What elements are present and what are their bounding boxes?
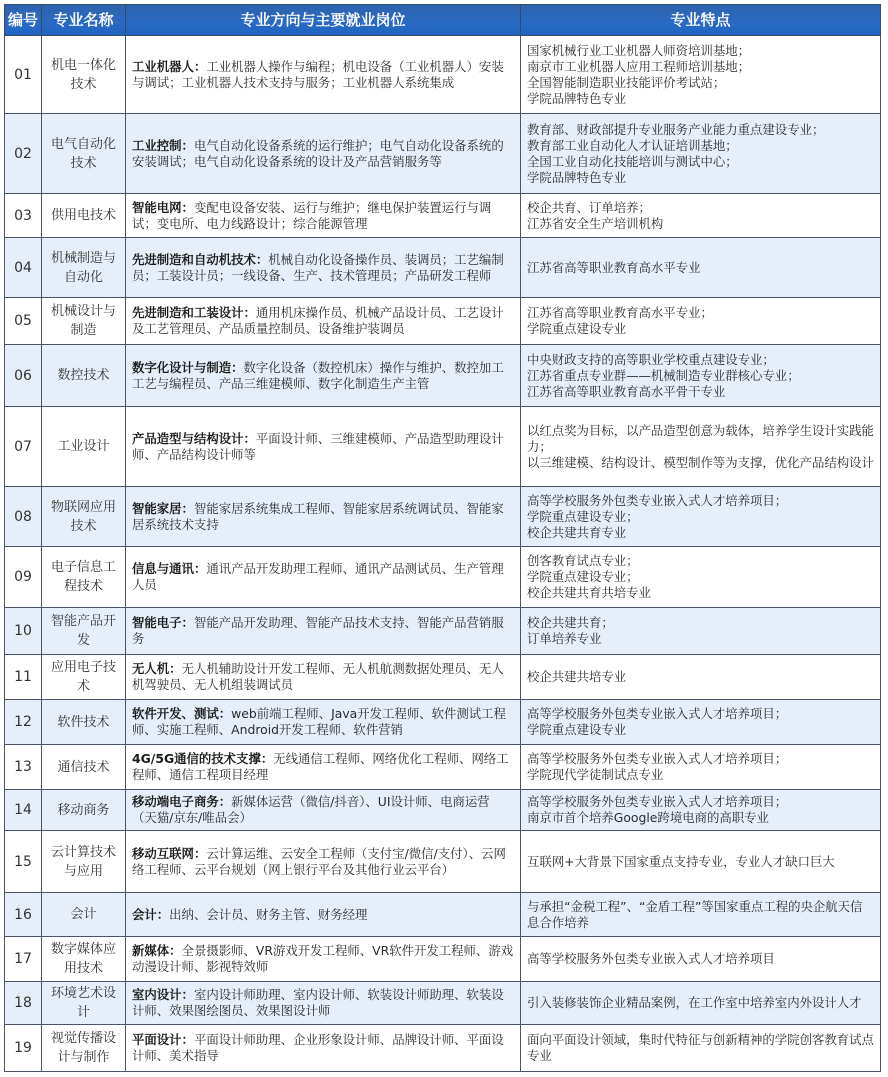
direction-cell — [126, 238, 521, 298]
feature-line: 南京市首个培养Google跨境电商的高职专业 — [527, 810, 769, 825]
direction-text: 机械自动化设备操作员、装调员；工艺编制员；工装设计员；一线设备、生产、技术管理员；产品研发工程师 — [132, 251, 504, 283]
major-name: 通信技术 — [42, 745, 126, 790]
features-cell — [521, 831, 881, 893]
feature-line: 国家机械行业工业机器人师资培训基地； — [527, 42, 751, 58]
feature-line: 面向平面设计领域，集时代特征与创新精神的学院创客教育试点专业 — [527, 1032, 874, 1063]
major-name: 视觉传播设计与制作 — [42, 1025, 126, 1072]
features-cell — [521, 790, 881, 831]
direction-text: 通用机床操作员、机械产品设计员、工艺设计及工艺管理员、产品质量控制员、设备维护装调员 — [132, 305, 504, 336]
features-cell — [521, 700, 881, 745]
feature-line: 校企共建共育； — [527, 615, 614, 630]
table-row — [5, 487, 881, 547]
feature-line: 江苏省重点专业群——机械制造专业群核心专业； — [527, 367, 800, 383]
direction-text: 平面设计师、三维建模师、产品造型助理设计师、产品结构设计师等 — [132, 430, 504, 462]
table-row — [5, 893, 881, 937]
direction-text: 全景摄影师、VR游戏开发工程师、VR软件开发工程师、游戏动漫设计师、影视特效师 — [132, 943, 514, 974]
direction-lead: 移动互联网： — [132, 845, 207, 861]
row-number: 12 — [5, 700, 42, 745]
direction-lead: 智能电网： — [132, 199, 194, 215]
table-row — [5, 194, 881, 238]
features-cell — [521, 547, 881, 608]
features-cell — [521, 893, 881, 937]
feature-line: 订单培养专业 — [527, 631, 602, 646]
feature-line: 引入装修装饰企业精品案例，在工作室中培养室内外设计人才 — [527, 995, 862, 1010]
feature-line: 互联网+大背景下国家重点支持专业，专业人才缺口巨大 — [527, 853, 835, 869]
feature-line: 高等学校服务外包类专业嵌入式人才培养项目； — [527, 794, 788, 809]
table-row — [5, 407, 881, 487]
direction-text: 室内设计师助理、室内设计师、软装设计师助理、软装设计师、效果图绘图员、效果图设计师 — [132, 987, 504, 1018]
row-number: 04 — [5, 238, 42, 298]
direction-text: 工业机器人操作与编程；机电设备（工业机器人）安装与调试；工业机器人技术支持与服务；工业机器人系统集成 — [132, 58, 504, 90]
direction-lead: 智能家居： — [132, 500, 194, 516]
feature-line: 与承担“金税工程”、“金盾工程”等国家重点工程的央企航天信息合作培养 — [527, 898, 863, 930]
direction-lead: 无人机： — [132, 661, 182, 676]
feature-line: 高等学校服务外包类专业嵌入式人才培养项目 — [527, 951, 775, 966]
majors-table — [4, 4, 881, 1072]
row-number: 10 — [5, 608, 42, 655]
feature-line: 教育部工业自动化人才认证培训基地； — [527, 137, 738, 153]
header-no: 编号 — [5, 5, 42, 36]
direction-cell — [126, 298, 521, 345]
features-cell — [521, 1025, 881, 1072]
direction-cell — [126, 831, 521, 893]
major-name: 环境艺术设计 — [42, 982, 126, 1025]
row-number: 06 — [5, 345, 42, 407]
direction-cell — [126, 982, 521, 1025]
feature-line: 全国工业自动化技能培训与测试中心； — [527, 153, 738, 169]
direction-cell — [126, 547, 521, 608]
major-name: 数字媒体应用技术 — [42, 937, 126, 982]
direction-text: 智能产品开发助理、智能产品技术支持、智能产品营销服务 — [132, 615, 504, 646]
feature-line: 校企共育、订单培养； — [527, 199, 651, 215]
feature-line: 高等学校服务外包类专业嵌入式人才培养项目； — [527, 492, 788, 508]
features-cell — [521, 36, 881, 114]
row-number: 18 — [5, 982, 42, 1025]
major-name: 电子信息工程技术 — [42, 547, 126, 608]
features-cell — [521, 194, 881, 238]
features-cell — [521, 238, 881, 298]
direction-cell — [126, 345, 521, 407]
direction-text: 云计算运维、云安全工程师（支付宝/微信/支付）、云网络工程师、云平台规划（网上银行平台及其他行业云平台） — [132, 845, 506, 877]
features-cell — [521, 608, 881, 655]
direction-cell — [126, 487, 521, 547]
direction-text: 出纳、会计员、财务主管、财务经理 — [169, 906, 368, 922]
table-row — [5, 745, 881, 790]
table-row — [5, 1025, 881, 1072]
major-name: 物联网应用技术 — [42, 487, 126, 547]
major-name: 电气自动化技术 — [42, 114, 126, 194]
major-name: 会计 — [42, 893, 126, 937]
major-name: 机械设计与制造 — [42, 298, 126, 345]
direction-text: 智能家居系统集成工程师、智能家居系统调试员、智能家居系统技术支持 — [132, 500, 504, 532]
table-row — [5, 831, 881, 893]
major-name: 机电一体化技术 — [42, 36, 126, 114]
row-number: 01 — [5, 36, 42, 114]
header-name: 专业名称 — [42, 5, 126, 36]
table-row — [5, 345, 881, 407]
direction-lead: 工业机器人： — [132, 58, 207, 74]
direction-lead: 室内设计： — [132, 987, 194, 1002]
direction-text: 平面设计师助理、企业形象设计师、品牌设计师、平面设计师、美术指导 — [132, 1032, 504, 1063]
features-cell — [521, 937, 881, 982]
direction-text: 变配电设备安装、运行与维护；继电保护装置运行与调试；变电所、电力线路设计；综合能源管理 — [132, 199, 492, 231]
feature-line: 学院重点建设专业； — [527, 508, 639, 524]
major-name: 云计算技术与应用 — [42, 831, 126, 893]
features-cell — [521, 655, 881, 700]
direction-cell — [126, 36, 521, 114]
row-number: 15 — [5, 831, 42, 893]
feature-line: 全国智能制造职业技能评价考试站； — [527, 74, 726, 90]
header-direction: 专业方向与主要就业岗位 — [126, 5, 521, 36]
row-number: 09 — [5, 547, 42, 608]
direction-cell — [126, 790, 521, 831]
major-name: 智能产品开发 — [42, 608, 126, 655]
major-name: 应用电子技术 — [42, 655, 126, 700]
direction-cell — [126, 194, 521, 238]
direction-lead: 软件开发、测试： — [132, 706, 232, 721]
major-name: 供用电技术 — [42, 194, 126, 238]
row-number: 08 — [5, 487, 42, 547]
table-row — [5, 238, 881, 298]
direction-text: 无线通信工程师、网络优化工程师、网络工程师、通信工程项目经理 — [132, 751, 509, 782]
direction-lead: 平面设计： — [132, 1032, 194, 1047]
direction-text: 新媒体运营（微信/抖音）、UI设计师、电商运营（天猫/京东/唯品会） — [132, 794, 490, 825]
major-name: 数控技术 — [42, 345, 126, 407]
table-row — [5, 114, 881, 194]
direction-lead: 移动端电子商务： — [132, 794, 232, 809]
major-name: 机械制造与自动化 — [42, 238, 126, 298]
features-cell — [521, 298, 881, 345]
row-number: 14 — [5, 790, 42, 831]
header-features: 专业特点 — [521, 5, 881, 36]
feature-line: 学院品牌特色专业 — [527, 90, 627, 106]
direction-lead: 会计： — [132, 906, 170, 922]
table-row — [5, 36, 881, 114]
direction-text: 电气自动化设备系统的运行维护；电气自动化设备系统的安装调试；电气自动化设备系统的设计及产品营销服务等 — [132, 137, 504, 169]
direction-lead: 4G/5G通信的技术支撑： — [132, 751, 274, 766]
feature-line: 创客教育试点专业； — [527, 553, 639, 568]
direction-cell — [126, 655, 521, 700]
direction-cell — [126, 114, 521, 194]
table-row — [5, 790, 881, 831]
table-row — [5, 547, 881, 608]
table-row — [5, 937, 881, 982]
feature-line: 学院重点建设专业 — [527, 321, 627, 336]
feature-line: 江苏省高等职业教育高水平骨干专业 — [527, 383, 726, 399]
major-name: 工业设计 — [42, 407, 126, 487]
direction-text: web前端工程师、Java开发工程师、软件测试工程师、实施工程师、Android开发工程师、软件营销 — [132, 706, 506, 737]
feature-line: 学院品牌特色专业 — [527, 169, 627, 185]
feature-line: 学院重点建设专业 — [527, 722, 627, 737]
feature-line: 中央财政支持的高等职业学校重点建设专业； — [527, 351, 775, 367]
row-number: 11 — [5, 655, 42, 700]
feature-line: 学院重点建设专业； — [527, 569, 639, 584]
direction-lead: 先进制造和自动机技术： — [132, 251, 269, 267]
row-number: 02 — [5, 114, 42, 194]
direction-cell — [126, 745, 521, 790]
table-row — [5, 655, 881, 700]
table-row — [5, 700, 881, 745]
direction-text: 无人机辅助设计开发工程师、无人机航测数据处理员、无人机驾驶员、无人机组装调试员 — [132, 661, 504, 692]
feature-line: 校企共建共育共培专业 — [527, 585, 651, 600]
direction-text: 通讯产品开发助理工程师、通讯产品测试员、生产管理人员 — [132, 561, 504, 592]
feature-line: 高等学校服务外包类专业嵌入式人才培养项目； — [527, 706, 788, 721]
feature-line: 江苏省高等职业教育高水平专业； — [527, 305, 713, 320]
direction-lead: 新媒体： — [132, 943, 182, 958]
feature-line: 学院现代学徒制试点专业 — [527, 767, 664, 782]
direction-cell — [126, 1025, 521, 1072]
features-cell — [521, 487, 881, 547]
table-row — [5, 982, 881, 1025]
row-number: 16 — [5, 893, 42, 937]
row-number: 07 — [5, 407, 42, 487]
direction-cell — [126, 700, 521, 745]
direction-text: 数字化设备（数控机床）操作与维护、数控加工工艺与编程员、产品三维建模师、数字化制造生产主管 — [132, 359, 504, 391]
direction-cell — [126, 407, 521, 487]
direction-cell — [126, 608, 521, 655]
direction-lead: 先进制造和工装设计： — [132, 305, 256, 320]
direction-lead: 数字化设计与制造： — [132, 359, 244, 375]
row-number: 05 — [5, 298, 42, 345]
features-cell — [521, 114, 881, 194]
feature-line: 以红点奖为目标，以产品造型创意为载体，培养学生设计实践能力； — [527, 422, 874, 454]
direction-lead: 工业控制： — [132, 137, 194, 153]
row-number: 19 — [5, 1025, 42, 1072]
feature-line: 高等学校服务外包类专业嵌入式人才培养项目； — [527, 751, 788, 766]
features-cell — [521, 345, 881, 407]
direction-lead: 信息与通讯： — [132, 561, 207, 576]
major-name: 移动商务 — [42, 790, 126, 831]
feature-line: 以三维建模、结构设计、模型制作等为支撑，优化产品结构设计 — [527, 454, 874, 470]
row-number: 03 — [5, 194, 42, 238]
feature-line: 教育部、财政部提升专业服务产业能力重点建设专业； — [527, 121, 825, 137]
row-number: 13 — [5, 745, 42, 790]
features-cell — [521, 982, 881, 1025]
feature-line: 江苏省安全生产培训机构 — [527, 215, 664, 231]
direction-cell — [126, 893, 521, 937]
row-number: 17 — [5, 937, 42, 982]
table-row — [5, 608, 881, 655]
direction-lead: 产品造型与结构设计： — [132, 430, 256, 446]
feature-line: 南京市工业机器人应用工程师培训基地； — [527, 58, 751, 74]
feature-line: 校企共建共培专业 — [527, 669, 627, 684]
feature-line: 江苏省高等职业教育高水平专业 — [527, 259, 701, 275]
table-header-row — [5, 5, 881, 36]
features-cell — [521, 745, 881, 790]
major-name: 软件技术 — [42, 700, 126, 745]
direction-lead: 智能电子： — [132, 615, 194, 630]
table-row — [5, 298, 881, 345]
features-cell — [521, 407, 881, 487]
feature-line: 校企共建共育专业 — [527, 524, 627, 540]
direction-cell — [126, 937, 521, 982]
